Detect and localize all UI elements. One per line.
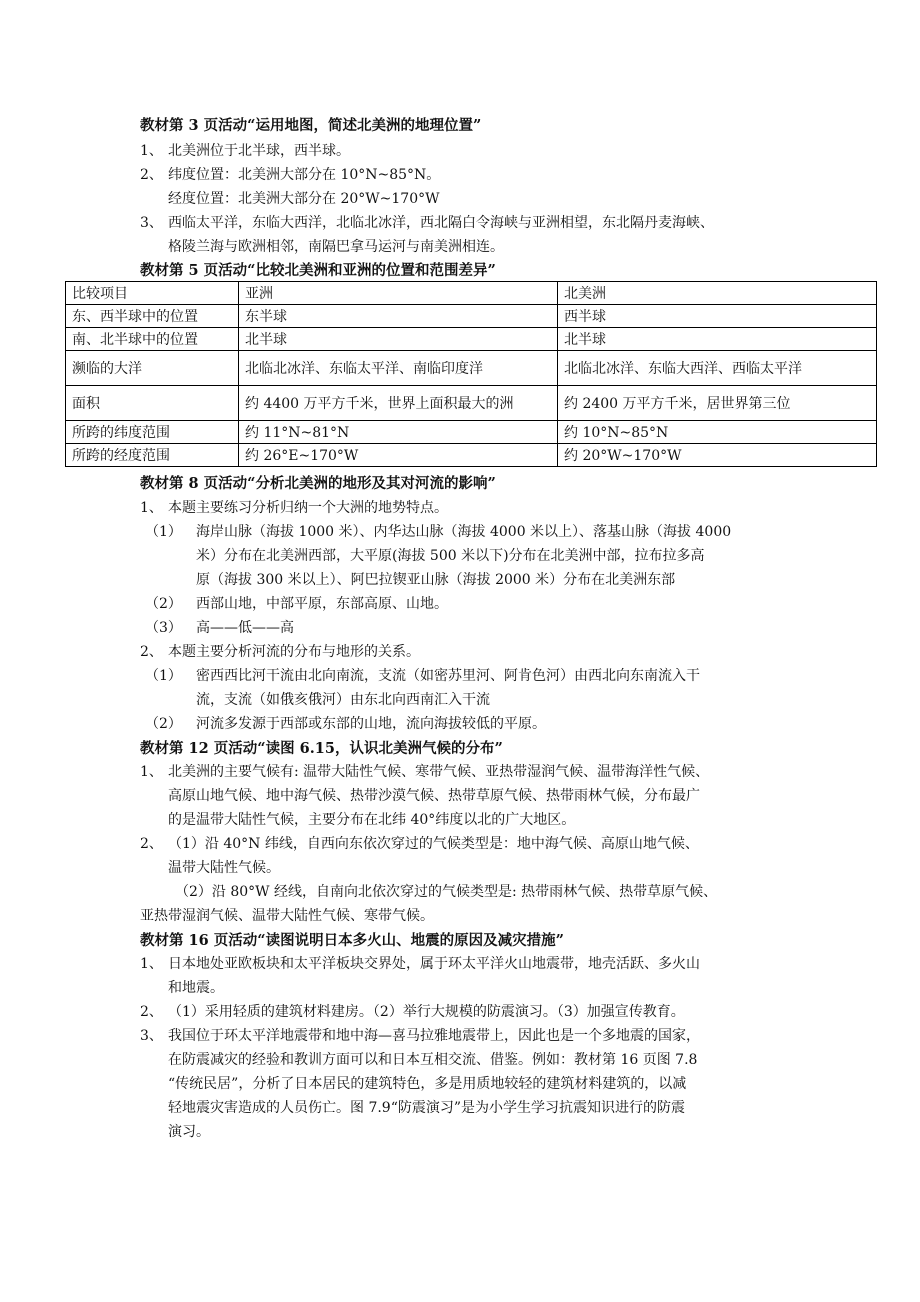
table-header-cell: 亚洲 xyxy=(239,282,558,305)
table-cell: 约 10°N~85°N xyxy=(558,421,877,444)
paragraph-line: “传统民居”，分析了日本居民的建筑特色，多是用质地较轻的建筑材料建筑的，以减 xyxy=(168,1076,687,1092)
item-number: 1、 xyxy=(140,143,163,159)
sub-item-number: （1） xyxy=(145,524,182,540)
item-number: 1、 xyxy=(140,956,163,972)
table-cell: 北半球 xyxy=(239,328,558,351)
paragraph-line: 海岸山脉（海拔 1000 米）、内华达山脉（海拔 4000 米以上）、落基山脉（海拔 4000 xyxy=(196,524,732,540)
section-heading-p8: 教材第 8 页活动“分析北美洲的地形及其对河流的影响” xyxy=(140,475,496,492)
paragraph-line: 原（海拔 300 米以上）、阿巴拉锲亚山脉（海拔 2000 米）分布在北美洲东部 xyxy=(196,572,676,588)
paragraph-line: （2）沿 80°W 经线，自南向北依次穿过的气候类型是: 热带雨林气候、热带草原气候、 xyxy=(175,884,718,900)
item-number: 2、 xyxy=(140,836,163,852)
paragraph-line: （1）采用轻质的建筑材料建房。（2）举行大规模的防震演习。（3）加强宣传教育。 xyxy=(168,1004,685,1020)
item-number: 3、 xyxy=(140,1028,163,1044)
paragraph-line: 日本地处亚欧板块和太平洋板块交界处，属于环太平洋火山地震带，地壳活跃、多火山 xyxy=(168,956,700,972)
paragraph-line: 本题主要分析河流的分布与地形的关系。 xyxy=(168,644,420,660)
table-row xyxy=(66,305,877,328)
table-header-cell: 北美洲 xyxy=(558,282,877,305)
paragraph-line: 流，支流（如俄亥俄河）由东北向西南汇入干流 xyxy=(196,692,490,708)
paragraph-line: 西临太平洋，东临大西洋，北临北冰洋，西北隔白令海峡与亚洲相望，东北隔丹麦海峡、 xyxy=(168,215,714,231)
table-row xyxy=(66,444,877,467)
table-cell: 南、北半球中的位置 xyxy=(66,328,239,351)
table-cell: 东半球 xyxy=(239,305,558,328)
paragraph-line: 高——低——高 xyxy=(196,620,294,636)
paragraph-line: 纬度位置：北美洲大部分在 10°N~85°N。 xyxy=(168,167,441,183)
table-cell: 约 20°W~170°W xyxy=(558,444,877,467)
paragraph-line: 和地震。 xyxy=(168,980,224,996)
table-cell: 濒临的大洋 xyxy=(66,351,239,386)
paragraph-line: 本题主要练习分析归纳一个大洲的地势特点。 xyxy=(168,500,448,516)
table-header-cell: 比较项目 xyxy=(66,282,239,305)
sub-item-number: （3） xyxy=(145,620,182,636)
table-cell: 所跨的经度范围 xyxy=(66,444,239,467)
table-header-row xyxy=(66,282,877,305)
table-cell: 东、西半球中的位置 xyxy=(66,305,239,328)
item-number: 3、 xyxy=(140,215,163,231)
item-number: 2、 xyxy=(140,1004,163,1020)
section-heading-p16: 教材第 16 页活动“读图说明日本多火山、地震的原因及减灾措施” xyxy=(140,932,564,949)
paragraph-line: 亚热带湿润气候、温带大陆性气候、寒带气候。 xyxy=(140,908,434,924)
item-number: 1、 xyxy=(140,764,163,780)
item-number: 2、 xyxy=(140,167,163,183)
item-number: 2、 xyxy=(140,644,163,660)
item-number: 1、 xyxy=(140,500,163,516)
sub-item-number: （1） xyxy=(145,668,182,684)
table-cell: 面积 xyxy=(66,386,239,421)
table-row xyxy=(66,328,877,351)
table-cell: 北半球 xyxy=(558,328,877,351)
section-heading-p5: 教材第 5 页活动“比较北美洲和亚洲的位置和范围差异” xyxy=(140,262,496,279)
section-heading-p12: 教材第 12 页活动“读图 6.15，认识北美洲气候的分布” xyxy=(140,740,503,757)
paragraph-line: 密西西比河干流由北向南流，支流（如密苏里河、阿肯色河）由西北向东南流入干 xyxy=(196,668,700,684)
sub-item-number: （2） xyxy=(145,596,182,612)
paragraph-line: 高原山地气候、地中海气候、热带沙漠气候、热带草原气候、热带雨林气候，分布最广 xyxy=(168,788,700,804)
table-cell: 北临北冰洋、东临太平洋、南临印度洋 xyxy=(239,351,558,386)
table-row xyxy=(66,351,877,386)
paragraph-line: 西部山地，中部平原，东部高原、山地。 xyxy=(196,596,448,612)
paragraph-line: 格陵兰海与欧洲相邻，南隔巴拿马运河与南美洲相连。 xyxy=(168,239,504,255)
table-cell: 西半球 xyxy=(558,305,877,328)
paragraph-line: （1）沿 40°N 纬线，自西向东依次穿过的气候类型是：地中海气候、高原山地气候、 xyxy=(168,836,699,852)
sub-item-number: （2） xyxy=(145,716,182,732)
paragraph-line: 北美洲的主要气候有: 温带大陆性气候、寒带气候、亚热带湿润气候、温带海洋性气候、 xyxy=(168,764,710,780)
paragraph-line: 轻地震灾害造成的人员伤亡。图 7.9“防震演习”是为小学生学习抗震知识进行的防震 xyxy=(168,1100,686,1116)
table-cell: 约 11°N~81°N xyxy=(239,421,558,444)
table-cell: 约 26°E~170°W xyxy=(239,444,558,467)
section-heading-p3: 教材第 3 页活动“运用地图，简述北美洲的地理位置” xyxy=(140,117,482,134)
table-cell: 约 4400 万平方千米，世界上面积最大的洲 xyxy=(239,386,558,421)
paragraph-line: 河流多发源于西部或东部的山地，流向海拔较低的平原。 xyxy=(196,716,546,732)
paragraph-line: 米）分布在北美洲西部，大平原(海拔 500 米以下)分布在北美洲中部，拉布拉多高 xyxy=(196,548,705,564)
table-row xyxy=(66,386,877,421)
comparison-table xyxy=(65,281,877,467)
table-cell: 所跨的纬度范围 xyxy=(66,421,239,444)
table-row xyxy=(66,421,877,444)
table-cell: 约 2400 万平方千米，居世界第三位 xyxy=(558,386,877,421)
paragraph-line: 我国位于环太平洋地震带和地中海—喜马拉雅地震带上，因此也是一个多地震的国家， xyxy=(168,1028,700,1044)
paragraph-line: 在防震减灾的经验和教训方面可以和日本互相交流、借鉴。例如：教材第 16 页图 7.8 xyxy=(168,1052,698,1068)
paragraph-line: 经度位置：北美洲大部分在 20°W~170°W xyxy=(168,191,440,207)
paragraph-line: 的是温带大陆性气候，主要分布在北纬 40°纬度以北的广大地区。 xyxy=(168,812,576,828)
table-cell: 北临北冰洋、东临大西洋、西临太平洋 xyxy=(558,351,877,386)
paragraph-line: 温带大陆性气候。 xyxy=(168,860,280,876)
paragraph-line: 北美洲位于北半球，西半球。 xyxy=(168,143,350,159)
paragraph-line: 演习。 xyxy=(168,1124,210,1140)
